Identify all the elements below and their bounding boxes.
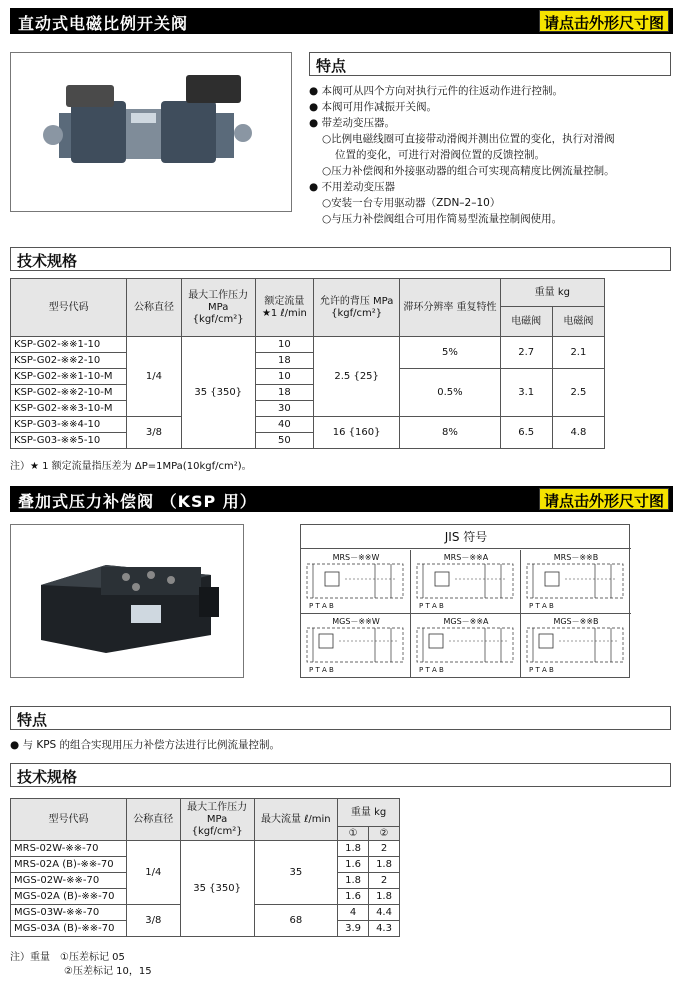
table-cell-weight1: 4	[338, 905, 369, 921]
feature-line: ● 本阀可用作减振开关阀。	[309, 101, 437, 113]
jis-ports: P T A B	[309, 602, 334, 610]
table-cell-weight1: 3.9	[338, 921, 369, 937]
jis-label: MRS－※※W	[332, 553, 380, 562]
section1-spec-table	[10, 278, 605, 449]
th-size: 公称直径	[127, 279, 181, 337]
table-cell-weight1: 6.5	[500, 417, 552, 449]
feature-line: ● 与 KPS 的组合实现用压力补偿方法进行比例流量控制。	[10, 739, 281, 751]
table-cell-size: 3/8	[127, 417, 181, 449]
feature-line: 位置的变化，可进行对滑阀位置的反馈控制。	[335, 149, 545, 161]
jis-symbol-mgs-a	[411, 614, 521, 678]
table-cell-flow: 10	[255, 337, 313, 353]
table-cell-model: MGS-02W-※※-70	[11, 873, 127, 889]
section1-note: 注）★ 1 额定流量指压差为 ΔP=1MPa(10kgf/cm²)。	[10, 461, 252, 472]
th-weight-2: ②	[369, 827, 400, 841]
jis-symbol-mrs-a	[411, 550, 521, 614]
table-cell-size: 1/4	[126, 841, 180, 905]
feature-line: ● 不用差动变压器	[309, 181, 395, 193]
jis-symbol-mrs-b	[521, 550, 631, 614]
th-flow: 最大流量 ℓ/min	[254, 799, 338, 841]
table-cell-model: KSP-G02-※※3-10-M	[11, 401, 127, 417]
th-size: 公称直径	[126, 799, 180, 841]
table-cell-flow: 30	[255, 401, 313, 417]
section1-spec-title: 技术规格	[17, 252, 78, 270]
table-cell-flow: 18	[255, 353, 313, 369]
section2-features-title: 特点	[17, 711, 48, 729]
table-cell-hysteresis: 0.5%	[400, 369, 500, 417]
th-weight: 重量 kg	[338, 799, 400, 827]
jis-ports: P T A B	[419, 602, 444, 610]
table-cell-weight2: 4.4	[369, 905, 400, 921]
section1-features-title: 特点	[316, 57, 347, 75]
jis-label: MRS－※※A	[443, 553, 489, 562]
th-model: 型号代码	[11, 279, 127, 337]
table-cell-weight1: 1.6	[338, 857, 369, 873]
feature-line: ○比例电磁线圈可直接带动滑阀并测出位置的变化，执行对滑阀	[322, 133, 615, 145]
th-backpressure: 允许的背压 MPa {kgf/cm²}	[314, 279, 400, 337]
jis-label: MRS－※※B	[553, 553, 599, 562]
th-flow: 额定流量 ★1 ℓ/min	[255, 279, 313, 337]
table-cell-flow: 50	[255, 433, 313, 449]
section2-note-1: 注）重量 ①压差标记 05	[10, 952, 125, 963]
jis-label: MGS－※※A	[443, 617, 489, 626]
th-weight-1: ①	[338, 827, 369, 841]
table-cell-size: 1/4	[127, 337, 181, 417]
table-cell-model: KSP-G02-※※2-10	[11, 353, 127, 369]
table-cell-weight1: 3.1	[500, 369, 552, 417]
table-cell-hysteresis: 8%	[400, 417, 500, 449]
table-cell-weight2: 2	[369, 873, 400, 889]
table-cell-weight2: 4.3	[369, 921, 400, 937]
table-cell-weight1: 1.6	[338, 889, 369, 905]
table-cell-size: 3/8	[126, 905, 180, 937]
jis-symbol-mgs-b	[521, 614, 631, 678]
table-cell-model: MRS-02W-※※-70	[11, 841, 127, 857]
jis-ports: P T A B	[529, 666, 554, 674]
table-cell-flow: 40	[255, 417, 313, 433]
th-weight-2: 电磁阀	[552, 307, 604, 337]
table-cell-model: MGS-02A (B)-※※-70	[11, 889, 127, 905]
jis-symbol-panel	[300, 524, 630, 678]
table-cell-weight2: 2.1	[552, 337, 604, 369]
feature-line: ○安装一台专用驱动器（ZDN–2–10）	[322, 197, 501, 209]
jis-symbol-mrs-w	[301, 550, 411, 614]
table-cell-weight2: 1.8	[369, 889, 400, 905]
th-pressure: 最大工作压力 MPa {kgf/cm²}	[180, 799, 254, 841]
jis-ports: P T A B	[529, 602, 554, 610]
table-cell-backpressure: 2.5 {25}	[314, 337, 400, 417]
section1-dimension-button[interactable]: 请点击外形尺寸图	[539, 10, 669, 32]
feature-line: ○压力补偿阀和外接驱动器的组合可实现高精度比例流量控制。	[322, 165, 615, 177]
table-cell-hysteresis: 5%	[400, 337, 500, 369]
table-cell-model: KSP-G03-※※4-10	[11, 417, 127, 433]
table-cell-weight2: 4.8	[552, 417, 604, 449]
table-cell-model: KSP-G02-※※2-10-M	[11, 385, 127, 401]
th-model: 型号代码	[11, 799, 127, 841]
table-cell-model: KSP-G02-※※1-10-M	[11, 369, 127, 385]
table-cell-model: MRS-02A (B)-※※-70	[11, 857, 127, 873]
th-weight: 重量 kg	[500, 279, 604, 307]
section2-note-2: ②压差标记 10，15	[64, 966, 152, 977]
section2-spec-table	[10, 798, 400, 937]
table-cell-flow: 35	[254, 841, 338, 905]
product-photo-modular-valve	[10, 524, 244, 678]
section2-features-header	[10, 706, 671, 730]
section2-banner	[10, 486, 673, 512]
table-cell-weight1: 2.7	[500, 337, 552, 369]
section2-title: 叠加式压力补偿阀 （KSP 用）	[18, 492, 257, 511]
table-cell-pressure: 35 {350}	[180, 841, 254, 937]
table-cell-pressure: 35 {350}	[181, 337, 255, 449]
table-cell-model: KSP-G02-※※1-10	[11, 337, 127, 353]
jis-label: MGS－※※W	[332, 617, 380, 626]
jis-label: MGS－※※B	[553, 617, 599, 626]
table-cell-weight1: 1.8	[338, 873, 369, 889]
table-cell-model: KSP-G03-※※5-10	[11, 433, 127, 449]
feature-line: ○与压力补偿阀组合可用作简易型流量控制阀使用。	[322, 213, 563, 225]
section1-features-header	[309, 52, 671, 76]
table-cell-flow: 18	[255, 385, 313, 401]
th-pressure: 最大工作压力 MPa {kgf/cm²}	[181, 279, 255, 337]
jis-ports: P T A B	[309, 666, 334, 674]
th-hysteresis: 滞环分辨率 重复特性	[400, 279, 500, 337]
table-cell-flow: 10	[255, 369, 313, 385]
section1-title: 直动式电磁比例开关阀	[18, 14, 189, 33]
th-weight-1: 电磁阀	[500, 307, 552, 337]
feature-line: ● 本阀可从四个方向对执行元件的往返动作进行控制。	[309, 85, 563, 97]
jis-ports: P T A B	[419, 666, 444, 674]
table-cell-flow: 68	[254, 905, 338, 937]
section1-spec-header	[10, 247, 671, 271]
table-cell-model: MGS-03A (B)-※※-70	[11, 921, 127, 937]
table-cell-backpressure: 16 {160}	[314, 417, 400, 449]
section2-spec-title: 技术规格	[17, 768, 78, 786]
table-cell-model: MGS-03W-※※-70	[11, 905, 127, 921]
table-cell-weight2: 2.5	[552, 369, 604, 417]
table-cell-weight2: 2	[369, 841, 400, 857]
table-cell-weight1: 1.8	[338, 841, 369, 857]
section2-dimension-button[interactable]: 请点击外形尺寸图	[539, 488, 669, 510]
feature-line: ● 带差动变压器。	[309, 117, 395, 129]
jis-title: JIS 符号	[301, 525, 631, 549]
section2-spec-header	[10, 763, 671, 787]
table-cell-weight2: 1.8	[369, 857, 400, 873]
section1-banner	[10, 8, 673, 34]
jis-symbol-mgs-w	[301, 614, 411, 678]
product-photo-valve	[10, 52, 292, 212]
